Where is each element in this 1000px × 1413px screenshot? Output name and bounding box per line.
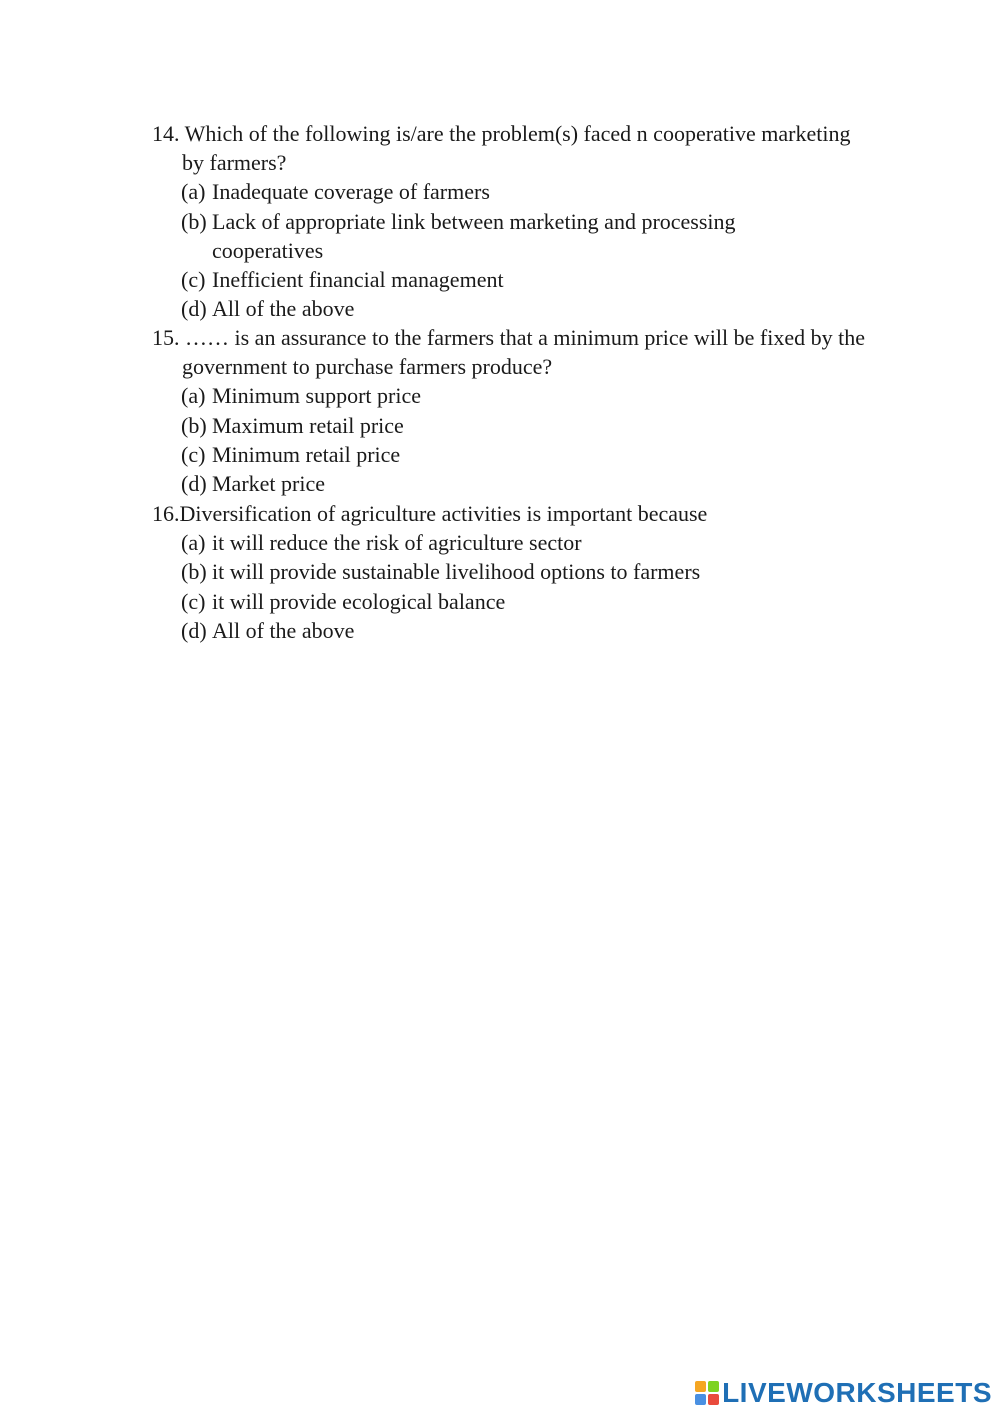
option-label: (a) bbox=[181, 179, 206, 205]
question-14 bbox=[152, 119, 872, 323]
option-b bbox=[152, 207, 872, 265]
option-d bbox=[152, 616, 872, 645]
liveworksheets-logo[interactable] bbox=[695, 1376, 992, 1410]
option-text: Minimum support price bbox=[212, 383, 421, 409]
question-number: 14. bbox=[152, 121, 185, 146]
option-label: (a) bbox=[181, 383, 206, 409]
option-text: it will provide sustainable livelihood options to farmers bbox=[212, 559, 701, 585]
option-a bbox=[152, 177, 872, 206]
question-stem bbox=[152, 119, 872, 177]
option-a bbox=[152, 381, 872, 410]
option-label: (d) bbox=[181, 471, 207, 497]
option-text: Inefficient financial management bbox=[212, 267, 504, 293]
option-list bbox=[152, 528, 872, 645]
question-15 bbox=[152, 323, 872, 498]
option-text: All of the above bbox=[212, 617, 355, 643]
option-label: (c) bbox=[181, 267, 206, 293]
option-label: (a) bbox=[181, 530, 206, 556]
option-text: it will provide ecological balance bbox=[212, 588, 506, 614]
option-c bbox=[152, 587, 872, 616]
question-text: Which of the following is/are the problem(s) faced n cooperative marketing by farmers? bbox=[182, 121, 851, 176]
option-c bbox=[152, 440, 872, 469]
option-d bbox=[152, 469, 872, 498]
option-label: (c) bbox=[181, 588, 206, 614]
option-label: (c) bbox=[181, 441, 206, 467]
option-d bbox=[152, 294, 872, 323]
question-stem bbox=[152, 499, 872, 528]
option-text: Market price bbox=[212, 471, 325, 497]
option-text: All of the above bbox=[212, 296, 355, 322]
question-16 bbox=[152, 499, 872, 645]
option-text: Lack of appropriate link between marketing and processing cooperatives bbox=[212, 208, 736, 263]
option-label: (b) bbox=[181, 208, 207, 234]
question-number: 15. bbox=[152, 325, 185, 350]
option-label: (d) bbox=[181, 617, 207, 643]
logo-text: LIVEWORKSHEETS bbox=[722, 1377, 992, 1408]
option-list bbox=[152, 177, 872, 323]
question-text: …… is an assurance to the farmers that a minimum price will be fixed by the government to purchase farmers produce? bbox=[182, 325, 865, 380]
option-text: Minimum retail price bbox=[212, 441, 401, 467]
question-stem bbox=[152, 323, 872, 381]
question-text: Diversification of agriculture activities is important because bbox=[179, 501, 708, 526]
option-b bbox=[152, 411, 872, 440]
option-b bbox=[152, 557, 872, 586]
liveworksheets-logo-icon bbox=[695, 1381, 719, 1405]
question-number: 16. bbox=[152, 501, 180, 526]
option-label: (b) bbox=[181, 559, 207, 585]
option-text: it will reduce the risk of agriculture sector bbox=[212, 530, 582, 556]
option-c bbox=[152, 265, 872, 294]
option-a bbox=[152, 528, 872, 557]
option-list bbox=[152, 381, 872, 498]
option-text: Inadequate coverage of farmers bbox=[212, 179, 490, 205]
option-label: (b) bbox=[181, 412, 207, 438]
option-label: (d) bbox=[181, 296, 207, 322]
option-text: Maximum retail price bbox=[212, 412, 404, 438]
